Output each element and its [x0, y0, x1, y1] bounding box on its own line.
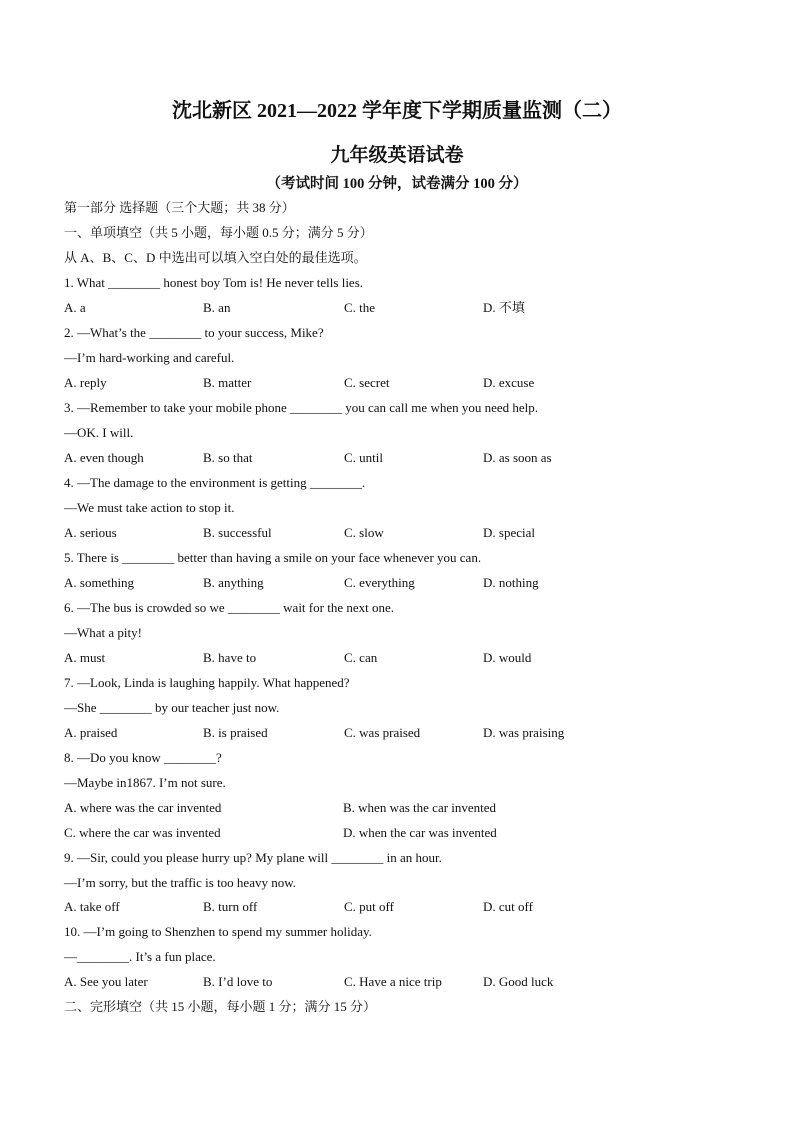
question-text: 1. What ________ honest boy Tom is! He never tells lies. [64, 275, 364, 290]
option-c: C. can [344, 650, 378, 665]
option-a: A. serious [64, 525, 117, 540]
option-d: D. excuse [483, 375, 535, 390]
option-c: C. slow [344, 525, 384, 540]
option-d: D. was praising [483, 725, 565, 740]
option-b: B. matter [203, 375, 252, 390]
option-b: B. have to [203, 650, 257, 665]
section-title: 一、单项填空（共 5 小题，每小题 0.5 分；满分 5 分） [64, 225, 373, 240]
option-a: A. must [64, 650, 106, 665]
option-b: B. when was the car invented [343, 800, 497, 815]
option-d: D. as soon as [483, 450, 552, 465]
question-text: 9. —Sir, could you please hurry up? My plane will ________ in an hour. [64, 850, 442, 865]
option-c: C. everything [344, 575, 415, 590]
option-c: C. until [344, 450, 384, 465]
option-d: D. Good luck [483, 974, 554, 989]
instruction-text: 从 A、B、C、D 中选出可以填入空白处的最佳选项。 [64, 250, 367, 265]
option-a: A. praised [64, 725, 118, 740]
question-text: 2. —What’s the ________ to your success, Mike? [64, 325, 324, 340]
option-d: D. cut off [483, 899, 533, 914]
question-response: —________. It’s a fun place. [64, 949, 216, 964]
question-text: 4. —The damage to the environment is getting ________. [64, 475, 366, 490]
question-response: —We must take action to stop it. [64, 500, 235, 515]
exam-time-note: （考试时间 100 分钟，试卷满分 100 分） [266, 176, 528, 192]
option-b: B. is praised [203, 725, 268, 740]
exam-subtitle: 九年级英语试卷 [330, 145, 464, 166]
option-a: A. a [64, 300, 86, 315]
question-response: —OK. I will. [64, 425, 134, 440]
question-response: —She ________ by our teacher just now. [64, 700, 280, 715]
option-c: C. the [344, 300, 376, 315]
question-text: 7. —Look, Linda is laughing happily. What happened? [64, 675, 350, 690]
option-b: B. successful [203, 525, 272, 540]
option-c: C. where the car was invented [64, 825, 221, 840]
option-d: D. special [483, 525, 535, 540]
option-d: D. when the car was invented [343, 825, 497, 840]
option-c: C. was praised [344, 725, 421, 740]
question-response: —Maybe in1867. I’m not sure. [64, 775, 226, 790]
question-response: —I’m sorry, but the traffic is too heavy now. [64, 875, 297, 890]
option-a: A. take off [64, 899, 120, 914]
option-b: B. turn off [203, 899, 258, 914]
option-c: C. Have a nice trip [344, 974, 442, 989]
option-b: B. I’d love to [203, 974, 273, 989]
option-a: A. reply [64, 375, 107, 390]
option-a: A. even though [64, 450, 144, 465]
option-d: D. 不填 [483, 300, 525, 315]
exam-title: 沈北新区 2021—2022 学年度下学期质量监测（二） [172, 100, 622, 122]
question-response: —What a pity! [64, 625, 142, 640]
option-a: A. where was the car invented [64, 800, 222, 815]
option-c: C. secret [344, 375, 390, 390]
part-heading: 第一部分 选择题（三个大题；共 38 分） [64, 200, 295, 215]
option-d: D. would [483, 650, 532, 665]
option-a: A. something [64, 575, 135, 590]
option-d: D. nothing [483, 575, 539, 590]
section-title: 二、完形填空（共 15 小题，每小题 1 分；满分 15 分） [64, 999, 377, 1014]
question-text: 6. —The bus is crowded so we ________ wait for the next one. [64, 600, 394, 615]
question-text: 10. —I’m going to Shenzhen to spend my summer holiday. [64, 924, 372, 939]
option-b: B. an [203, 300, 231, 315]
option-b: B. so that [203, 450, 253, 465]
question-text: 3. —Remember to take your mobile phone ________ you can call me when you need help. [64, 400, 539, 415]
option-c: C. put off [344, 899, 394, 914]
question-text: 5. There is ________ better than having a smile on your face whenever you can. [64, 550, 482, 565]
question-text: 8. —Do you know ________? [64, 750, 222, 765]
question-response: —I’m hard-working and careful. [64, 350, 235, 365]
option-a: A. See you later [64, 974, 148, 989]
option-b: B. anything [203, 575, 264, 590]
